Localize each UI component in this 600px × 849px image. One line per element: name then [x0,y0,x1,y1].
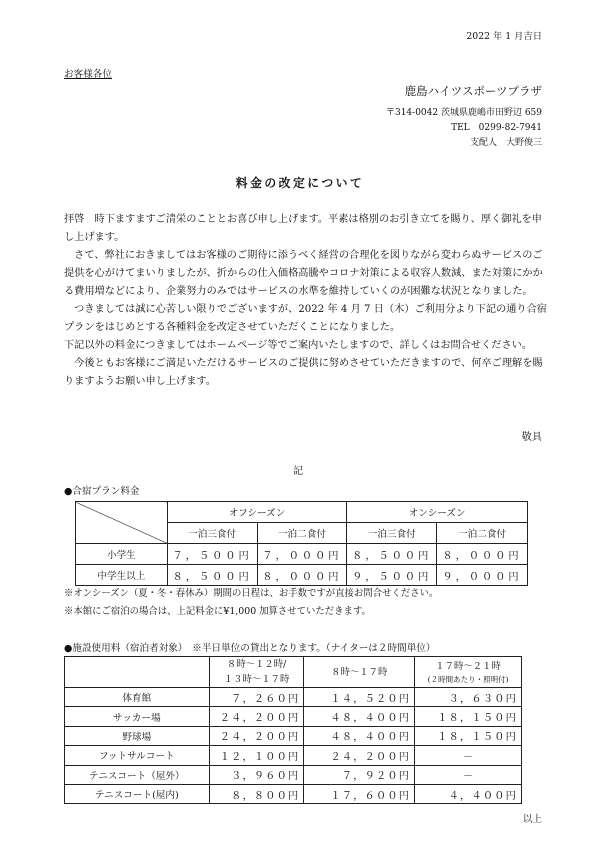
facility-name: テニスコート(屋内) [65,784,210,803]
issuer-manager: 支配人 大野俊三 [469,138,542,148]
price-cell: ８，０００円 [437,544,528,565]
facility-name: 体育館 [65,688,210,707]
night-price: － [415,765,522,784]
table-row [76,544,528,565]
full-day-price: ２４，２００円 [304,746,415,765]
on-season-note: ※オンシーズン（夏・冬・春休み）期間の日程は、お手数ですが直接お問合せください。 [64,588,439,599]
paragraph-circumstances: さて、弊社におきましてはお客様のご期待に添うべく経営の合理化を図りながら変わらぬサービスのご提供を心がけてまいりましたが、折からの仕入価格高騰やコロナ対策による収容人数減、また対策にかかる費用増などにより、企業努力のみではサービスの水準を維持していくのが困難な状況となりました。 [64,250,543,297]
half-day-header [209,657,304,688]
off-two-meals-header: 一泊二食付 [257,523,347,544]
paragraph-closing: 今後ともお客様にご満足いただけるサービスのご提供に努めさせていただきますので、何卒ご理解を賜りますようお願い申し上げます。 [64,358,543,387]
full-day-price: １７，６００円 [304,784,415,803]
table-row [65,784,522,803]
camp-plan-table [75,501,528,586]
table-row [65,726,522,745]
issue-date: 2022 年 1 月吉日 [466,31,542,42]
price-cell: ９，５００円 [347,565,437,586]
on-two-meals-header: 一泊二食付 [437,523,528,544]
facility-name: サッカー場 [65,707,210,726]
night-header [415,657,522,688]
half-day-price: ２４，２００円 [209,726,304,745]
half-day-price: ３，９６０円 [209,765,304,784]
off-three-meals-header: 一泊三食付 [167,523,257,544]
row-label: 小学生 [76,544,168,565]
night-note: (２時間あたり・照明付) [427,675,509,684]
facility-fee-heading: ●施設使用料（宿泊者対象） ※半日単位の貸出となります。（ナイターは２時間単位） [64,643,436,654]
issuer-org: 鹿島ハイツスポーツプラザ [404,84,542,98]
table-row [65,688,522,707]
night-price: ３，６３０円 [415,688,522,707]
full-day-price: １４，５２０円 [304,688,415,707]
night-hours: １７時～２１時 [435,661,501,672]
price-cell: ７，５００円 [167,544,257,565]
price-cell: ８，５００円 [167,565,257,586]
document-title: 料金の改定について [235,176,365,190]
half-day-price: １２，１００円 [209,746,304,765]
issuer-address: 〒314-0042 茨城県鹿嶋市田野辺 659 [385,108,542,118]
paragraph-greeting: 拝啓 時下ますますご清栄のこととお喜び申し上げます。平素は格別のお引き立てを賜り、厚く御礼を申し上げます。 [64,214,542,243]
full-day-price: ７，９２０円 [304,765,415,784]
on-season-header: オンシーズン [347,502,528,523]
full-day-header: ８時～１７時 [304,657,415,688]
off-season-header: オフシーズン [167,502,347,523]
table-row [65,707,522,726]
recipient: お客様各位 [64,69,112,80]
half-day-price: ７，２６０円 [209,688,304,707]
half-day-price: ８，８００円 [209,784,304,803]
half-day-morning: ８時～１２時/ [226,659,287,670]
issuer-block [386,83,542,151]
night-price: － [415,746,522,765]
price-cell: ７，０００円 [257,544,347,565]
price-cell: ８，０００円 [257,565,347,586]
night-price: １８，１５０円 [415,707,522,726]
end-mark: 以上 [522,814,542,825]
price-cell: ９，０００円 [437,565,528,586]
table-row [65,746,522,765]
closing-word: 敬具 [521,432,542,443]
main-building-note: ※本館にご宿泊の場合は、上記料金に¥1,000 加算させていただきます。 [64,606,371,617]
ki-marker: 記 [293,466,303,477]
table-row [65,765,522,784]
camp-plan-heading: ●合宿プラン料金 [64,486,140,497]
facility-name: テニスコート（屋外） [65,765,210,784]
row-label: 中学生以上 [76,565,168,586]
full-day-price: ４８，４００円 [304,726,415,745]
night-price: １８，１５０円 [415,726,522,745]
full-day-price: ４８，４００円 [304,707,415,726]
on-three-meals-header: 一泊三食付 [347,523,437,544]
facility-name: 野球場 [65,726,210,745]
letter-body [64,211,548,391]
half-day-afternoon: １３時～１７時 [223,674,290,685]
facility-name-header [65,657,210,688]
price-cell: ８，５００円 [347,544,437,565]
facility-fee-table [64,656,522,804]
night-price: ４，４００円 [415,784,522,803]
paragraph-other-fees: 下記以外の料金につきましてはホームページ等でご案内いたしますので、詳しくはお問合せください。 [64,340,533,351]
facility-name: フットサルコート [65,746,210,765]
issuer-tel: TEL 0299-82-7941 [451,123,542,133]
paragraph-revision: つきましては誠に心苦しい限りでございますが、2022 年 4 月 7 日（木）ご利用分より下記の通り合宿プランをはじめとする各種料金を改定させていただくことになりました。 [64,304,547,333]
diagonal-corner-cell [76,502,168,544]
table-row [76,565,528,586]
half-day-price: ２４，２００円 [209,707,304,726]
